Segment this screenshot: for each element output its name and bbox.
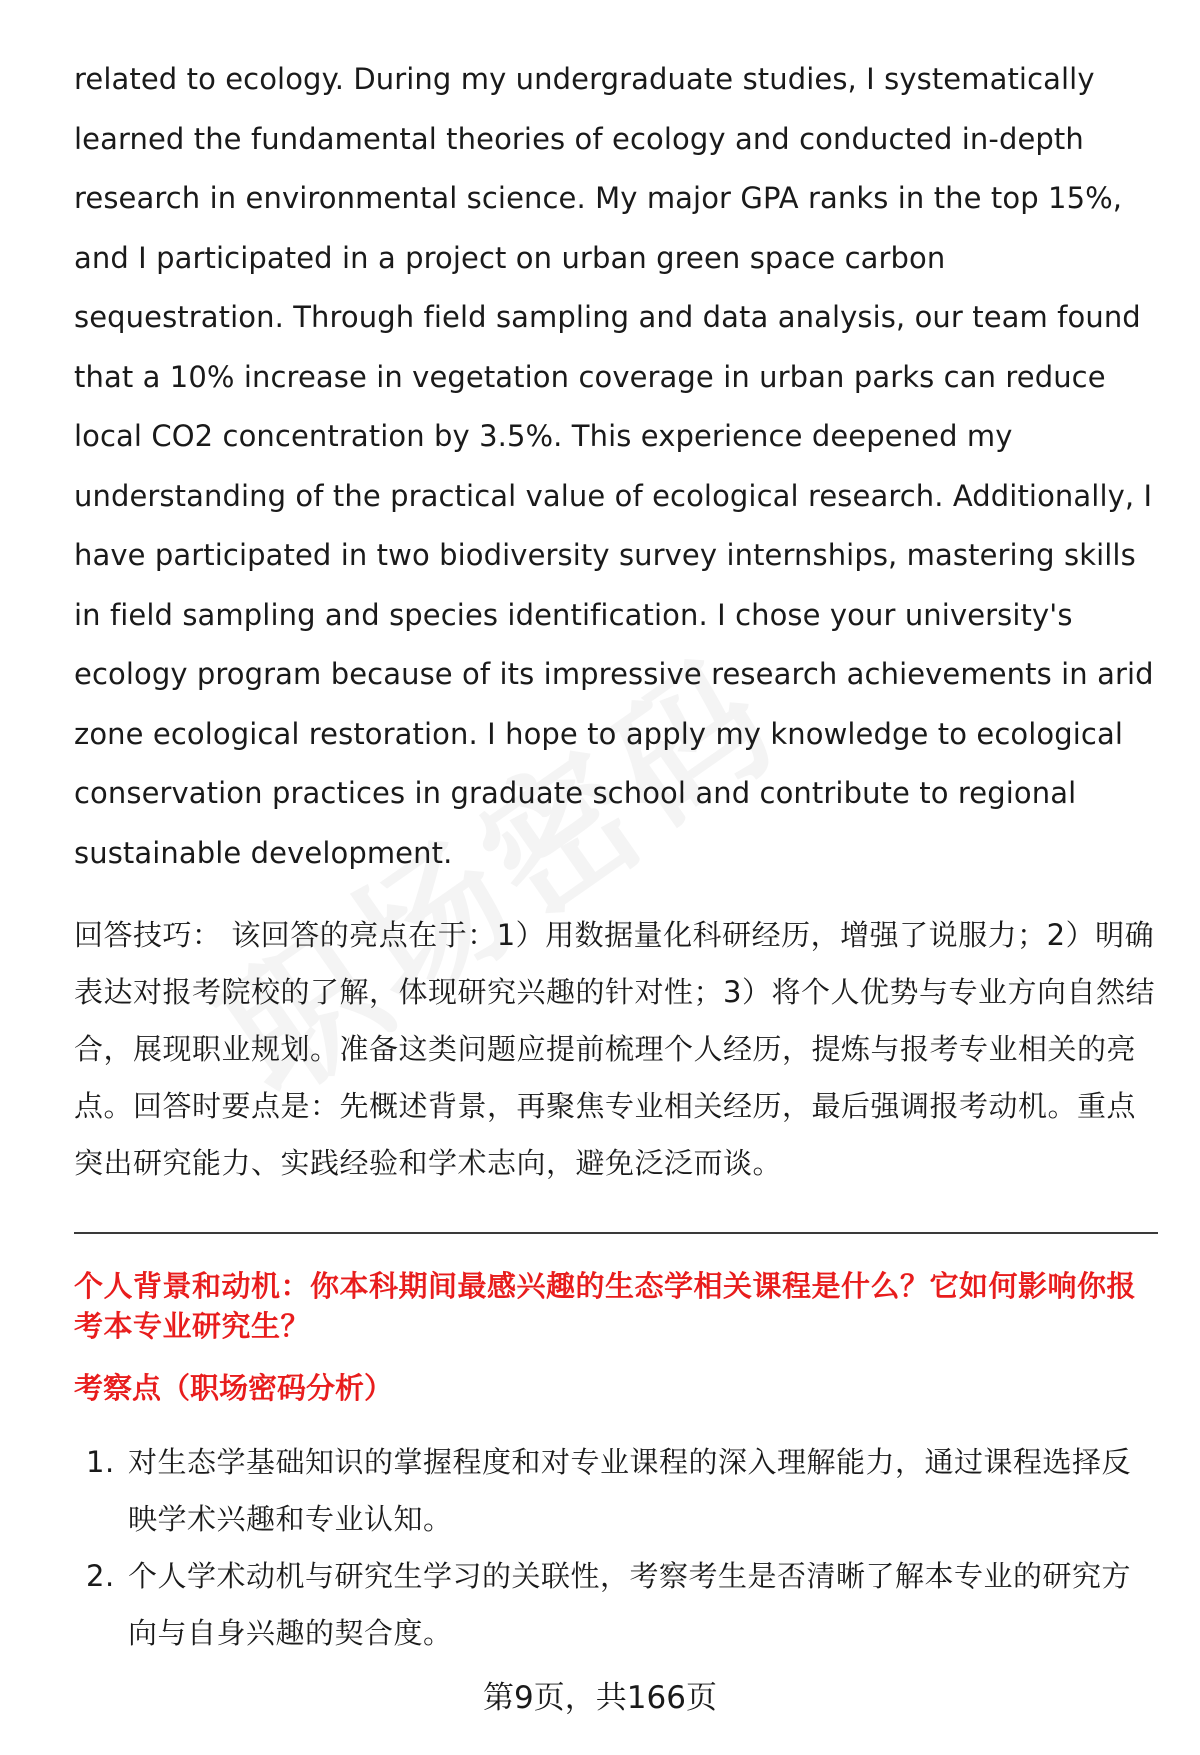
answer-paragraph: related to ecology. During my undergraduate studies, I systematically learned the fundamental theories of ecology and conducted in-depth research in environmental science. My major GPA ranks in the top 15%, and I participated in a project on urban green space carbon sequestration. Through field sampling and data analysis, our team found that a 10% increase in vegetation coverage in urban parks can reduce local CO2 concentration by 3.5%. This experience deepened my understanding of the practical value of ecological research. Additionally, I have participated in two biodiversity survey internships, mastering skills in field sampling and species identification. I chose your university's ecology program because of its impressive research achievements in arid zone ecological restoration. I hope to apply my knowledge to ecological conservation practices in graduate school and contribute to regional sustainable development. — [74, 62, 1154, 870]
section-heading: 考察点（职场密码分析） — [74, 1371, 394, 1405]
list-item — [74, 1548, 1159, 1662]
points-list — [74, 1434, 1159, 1662]
list-item-number: 2. — [86, 1559, 115, 1593]
list-item-text: 对生态学基础知识的掌握程度和对专业课程的深入理解能力，通过课程选择反映学术兴趣和专业认知。 — [128, 1445, 1132, 1536]
answer-tips: 回答技巧： 该回答的亮点在于：1）用数据量化科研经历，增强了说服力；2）明确表达对报考院校的了解，体现研究兴趣的针对性；3）将个人优势与专业方向自然结合，展现职业规划。准备这类问题应提前梳理个人经历，提炼与报考专业相关的亮点。回答时要点是：先概述背景，再聚焦专业相关经历，最后强调报考动机。重点突出研究能力、实践经验和学术志向，避免泛泛而谈。 — [74, 918, 1155, 1180]
main-content — [74, 50, 1159, 1662]
page-footer: 第9页，共166页 — [483, 1680, 717, 1716]
divider — [74, 1232, 1158, 1234]
question-heading: 个人背景和动机：你本科期间最感兴趣的生态学相关课程是什么？它如何影响你报考本专业研究生？ — [74, 1269, 1137, 1343]
list-item — [74, 1434, 1159, 1548]
list-item-number: 1. — [86, 1445, 115, 1479]
list-item-text: 个人学术动机与研究生学习的关联性，考察考生是否清晰了解本专业的研究方向与自身兴趣的契合度。 — [128, 1559, 1132, 1650]
